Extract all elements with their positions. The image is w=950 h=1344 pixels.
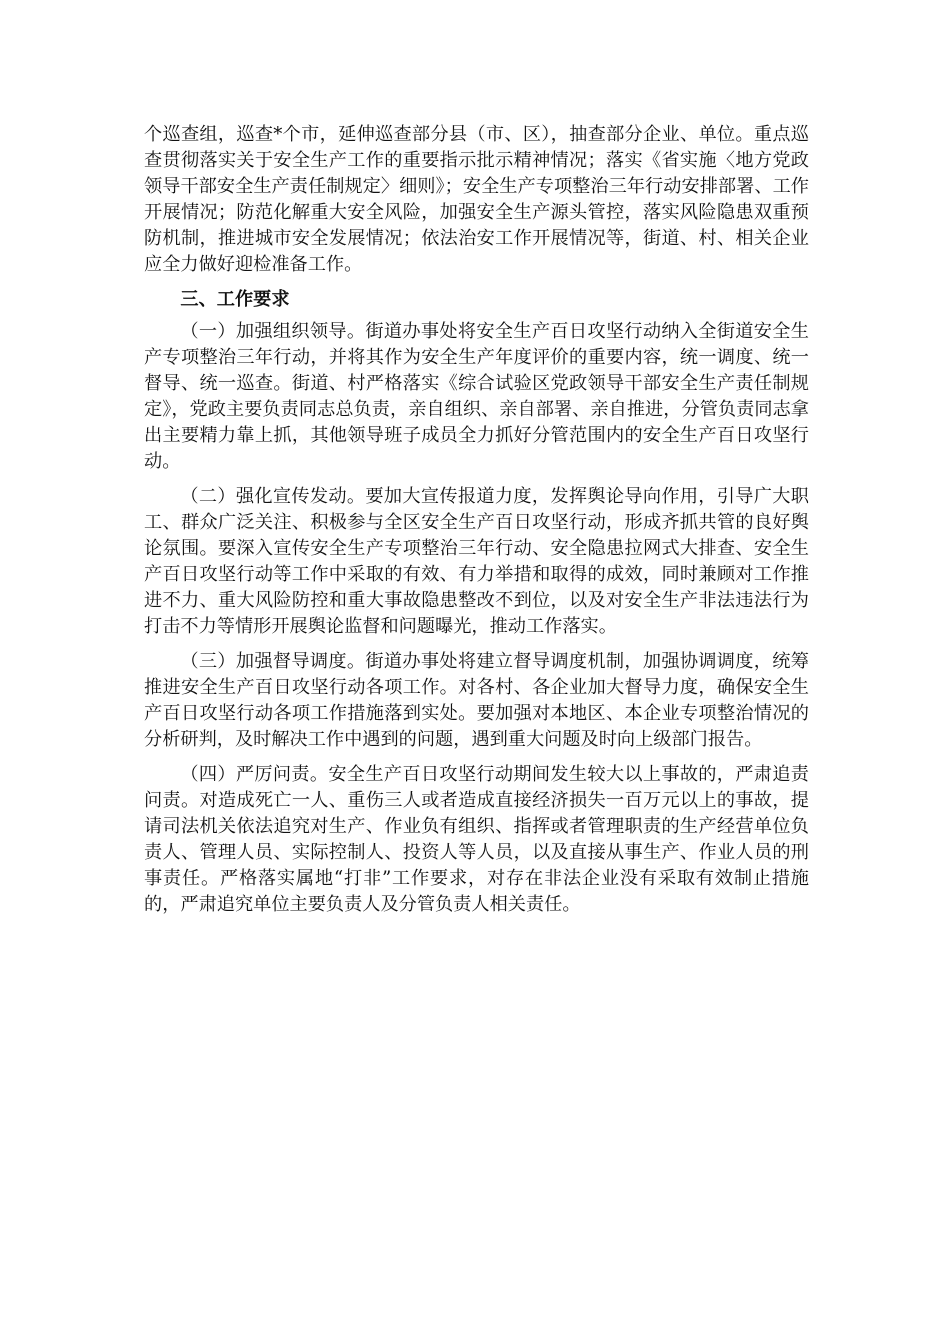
requirement-paragraph-1: （一）加强组织领导。街道办事处将安全生产百日攻坚行动纳入全街道安全生产专项整治三年行动，并将其作为安全生产年度评价的重要内容，统一调度、统一督导、统一巡查。街道、村严格落实《综合试验区党政领导干部安全生产责任制规定》，党政主要负责同志总负责，亲自组织、亲自部署、亲自推进，分管负责同志拿出主要精力靠上抓，其他领导班子成员全力抓好分管范围内的安全生产百日攻坚行动。 bbox=[144, 321, 809, 472]
requirement-paragraph-2: （二）强化宣传发动。要加大宣传报道力度，发挥舆论导向作用，引导广大职工、群众广泛关注、积极参与全区安全生产百日攻坚行动，形成齐抓共管的良好舆论氛围。要深入宣传安全生产专项整治三年行动、安全隐患拉网式大排查、安全生产百日攻坚行动等工作中采取的有效、有力举措和取得的成效，同时兼顾对工作推进不力、重大风险防控和重大事故隐患整改不到位，以及对安全生产非法违法行为打击不力等情形开展舆论监督和问题曝光，推动工作落实。 bbox=[144, 486, 809, 637]
section-heading: 三、工作要求 bbox=[180, 289, 290, 310]
document-page bbox=[144, 122, 809, 927]
requirement-paragraph-4: （四）严厉问责。安全生产百日攻坚行动期间发生较大以上事故的，严肃追责问责。对造成死亡一人、重伤三人或者造成直接经济损失一百万元以上的事故，提请司法机关依法追究对生产、作业负有组织、指挥或者管理职责的生产经营单位负责人、管理人员、实际控制人、投资人等人员，以及直接从事生产、作业人员的刑事责任。严格落实属地“打非”工作要求，对存在非法企业没有采取有效制止措施的，严肃追究单位主要负责人及分管负责人相关责任。 bbox=[144, 764, 809, 915]
intro-paragraph: 个巡查组，巡查*个市，延伸巡查部分县（市、区），抽查部分企业、单位。重点巡查贯彻落实关于安全生产工作的重要指示批示精神情况；落实《省实施〈地方党政领导干部安全生产责任制规定〉细则》；安全生产专项整治三年行动安排部署、工作开展情况；防范化解重大安全风险，加强安全生产源头管控，落实风险隐患双重预防机制，推进城市安全发展情况；依法治安工作开展情况等，街道、村、相关企业应全力做好迎检准备工作。 bbox=[144, 124, 809, 275]
requirement-paragraph-3: （三）加强督导调度。街道办事处将建立督导调度机制，加强协调调度，统筹推进安全生产百日攻坚行动各项工作。对各村、各企业加大督导力度，确保安全生产百日攻坚行动各项工作措施落到实处。要加强对本地区、本企业专项整治情况的分析研判，及时解决工作中遇到的问题，遇到重大问题及时向上级部门报告。 bbox=[144, 651, 809, 750]
